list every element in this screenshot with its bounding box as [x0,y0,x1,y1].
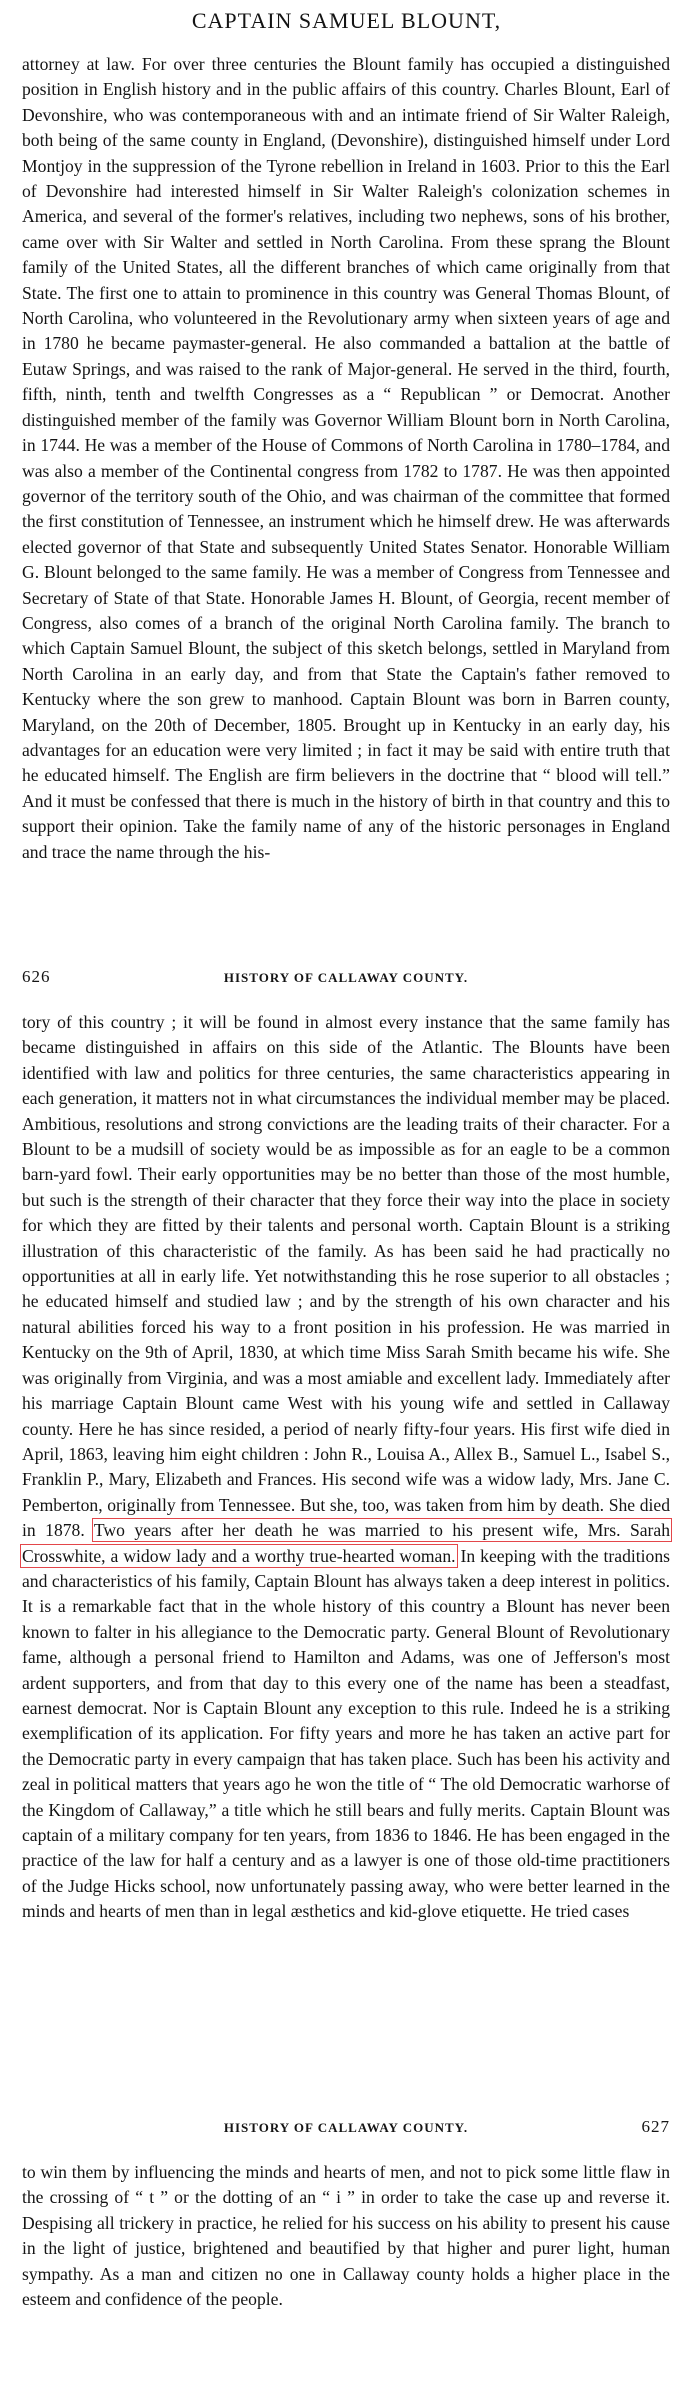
running-title: CAPTAIN SAMUEL BLOUNT, [191,8,502,33]
page-number: 627 [641,2117,670,2136]
page-header [22,2117,670,2144]
body-paragraph: to win them by influencing the minds and hearts of men, and not to pick some little flaw in the crossing of “ t ” or the dotting of an “ i ” in order to take the case up and reverse it. Despising all trickery in practice, he relied for his success on his ability to present his cause in the light of justice, brightened and beautified by that higher and purer light, human sympathy. As a man and citizen no one in Callaway county holds a higher place in the esteem and confidence of the people. [22,2162,670,2310]
paragraph-text: In keeping with the traditions and characteristics of his family, Captain Blount has always taken a deep interest in politics. It is a remarkable fact that in the whole history of this country a Blount has never been known to falter in his allegiance to the Democratic party. General Blount of Revolutionary fame, although a personal friend to Hamilton and Adams, was one of Jefferson's most ardent supporters, and from that day to this every one of the name has been a steadfast, earnest democrat. Nor is Captain Blount any exception to this rule. Indeed he is a striking exemplification of its application. For fifty years and more he has taken an active part for the Democratic party in every campaign that has taken place. Such has been his activity and zeal in political matters that years ago he won the title of “ The old Democratic warhorse of the Kingdom of Callaway,” a title which he still bears and fully merits. Captain Blount was captain of a military company for ten years, from 1836 to 1846. He has been engaged in the practice of the law for half a century and as a lawyer is one of those old-time practitioners of the Judge Hicks school, now unfortunately passing away, who were better learned in the minds and hearts of men than in legal æsthetics and kid-glove etiquette. He tried cases [22,1545,670,1922]
page-header [22,967,670,994]
page-627-excerpt [0,2010,693,2382]
paragraph-text: tory of this country ; it will be found in almost every instance that the same family has became distinguished in affairs on this side of the Atlantic. The Blounts have been identified with law and politics for three centuries, the same characteristics appearing in each generation, it matters not in what circumstances the individual member may be placed. Ambitious, resolutions and strong convictions are the leading traits of their character. For a Blount to be a mudsill of society would be as impossible as for an eagle to be a common barn-yard fowl. Their early opportunities may be no better than those of the most humble, but such is the strength of their character that they force their way into the place in society for which they are fitted by their talents and personal worth. Captain Blount is a striking illustration of this characteristic of the family. As has been said he had practically no opportunities at all in early life. Yet notwithstanding this he rose superior to all obstacles ; he educated himself and studied law ; and by the strength of his own character and his natural abilities forced his way to a front position in his profession. He was married in Kentucky on the 9th of April, 1830, at which time Miss Sarah Smith became his wife. She was originally from Virginia, and was a most amiable and excellent lady. Immediately after his marriage Captain Blount came West with his young wife and settled in Callaway county. Here he has since resided, a period of nearly fifty-four years. His first wife died in April, 1863, leaving him eight children : John R., Louisa A., Allex B., Samuel L., Isabel S., Franklin P., Mary, Elizabeth and Frances. His second wife was a widow lady, Mrs. Jane C. Pemberton, originally from Tennessee. But she, too, was taken from him by death. She died in 1878. [22,1012,670,1541]
page-number: 626 [22,967,51,986]
page-header-title: HISTORY OF CALLAWAY COUNTY. [223,2120,469,2135]
body-paragraph [22,1010,670,1925]
page-626 [0,930,693,2010]
body-paragraph: attorney at law. For over three centuries the Blount family has occupied a distinguished position in English history and in the public affairs of this country. Charles Blount, Earl of Devonshire, who was contemporaneous with and an intimate friend of Sir Walter Raleigh, both being of the same county in England, (Devonshire), distinguished himself under Lord Montjoy in the suppression of the Tyrone rebellion in Ireland in 1603. Prior to this the Earl of Devonshire had interested himself in Sir Walter Raleigh's colonization schemes in America, and several of the former's relatives, including two nephews, sons of his brother, came over with Sir Walter and settled in North Carolina. From these sprang the Blount family of the United States, all the different branches of which came originally from that State. The first one to attain to prominence in this country was General Thomas Blount, of North Carolina, who volunteered in the Revolutionary army when sixteen years of age and in 1780 he became paymaster-general. He also commanded a battalion at the battle of Eutaw Springs, and was raised to the rank of Major-general. He served in the third, fourth, fifth, ninth, tenth and twelfth Congresses as a “ Republican ” or Democrat. Another distinguished member of the family was Governor William Blount born in North Carolina, in 1744. He was a member of the House of Commons of North Carolina in 1780–1784, and was also a member of the Continental congress from 1782 to 1787. He was then appointed governor of the territory south of the Ohio, and was chairman of the committee that formed the first constitution of Tennessee, an instrument which he himself drew. He was afterwards elected governor of that State and subsequently United States Senator. Honorable William G. Blount belonged to the same family. He was a member of Congress from Tennessee and Secretary of State of that State. Honorable James H. Blount, of Georgia, recent member of Congress, also comes of a branch of the original North Carolina family. The branch to which Captain Samuel Blount, the subject of this sketch belongs, settled in Maryland from North Carolina in an early day, and from that State the Captain's father removed to Kentucky where the son grew to manhood. Captain Blount was born in Barren county, Maryland, on the 20th of December, 1805. Brought up in Kentucky in an early day, his advantages for an education were very limited ; in fact it may be said with entire truth that he educated himself. The English are firm believers in the doctrine that “ blood will tell.” And it must be confessed that there is much in the history of birth in that country and this to support their opinion. Take the family name of any of the historic personages in England and trace the name through the his- [22,54,670,862]
page-625-excerpt [0,0,693,930]
page-header-title: HISTORY OF CALLAWAY COUNTY. [223,970,469,985]
highlighted-sentence: Two years after her death he was married to his present wife, Mrs. Sarah Crosswhite, a widow lady and a worthy true-hearted woman. [22,1520,671,1566]
